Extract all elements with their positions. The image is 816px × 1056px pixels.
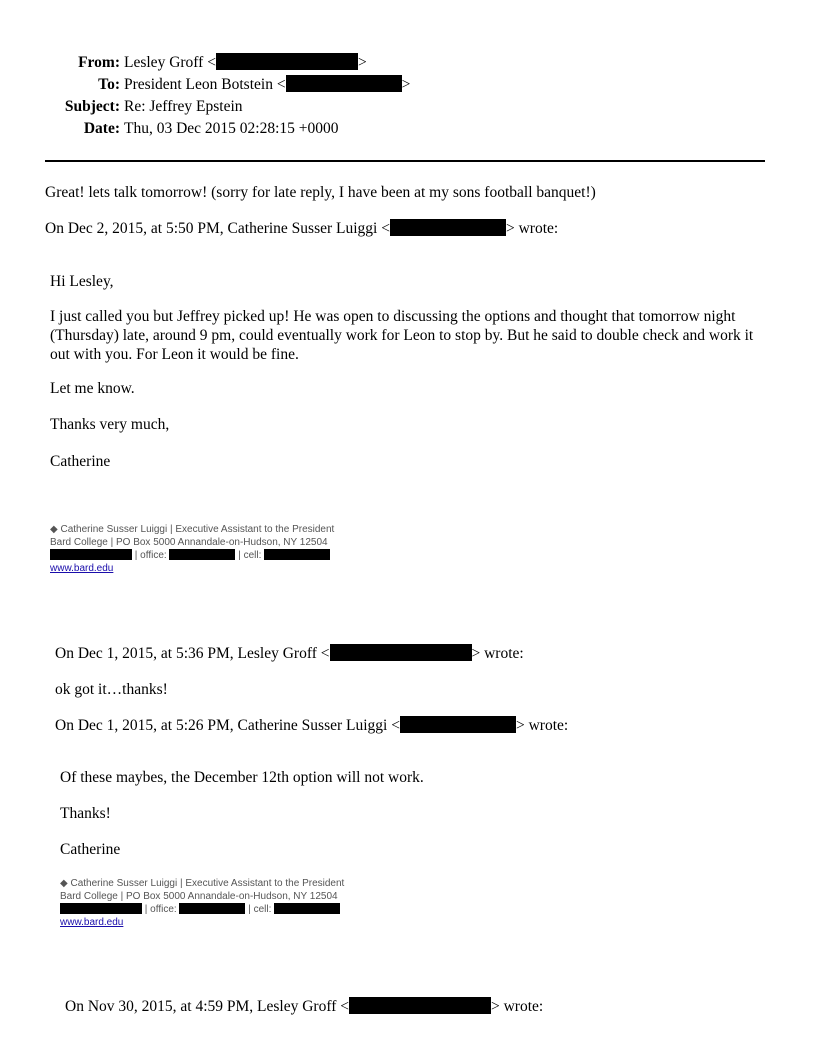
sender-name: Catherine xyxy=(60,841,121,858)
to-value: President Leon Botstein < xyxy=(124,76,286,93)
redaction-block xyxy=(264,549,330,560)
redaction-block xyxy=(216,53,358,70)
sender-name: Catherine xyxy=(50,453,111,470)
quote-suffix: > wrote: xyxy=(471,645,524,662)
redaction-block xyxy=(60,903,142,914)
message-body: Great! lets talk tomorrow! (sorry for late reply, I have been at my sons football banquet!) xyxy=(45,184,596,201)
redaction-block xyxy=(179,903,245,914)
quote-prefix: On Dec 1, 2015, at 5:26 PM, Catherine Susser Luiggi < xyxy=(55,717,400,734)
office-label: | office: xyxy=(142,904,180,915)
from-value: Lesley Groff < xyxy=(124,54,216,71)
email-signature xyxy=(60,877,344,929)
header-subject xyxy=(40,96,243,118)
sign-off: Thanks very much, xyxy=(50,416,170,433)
signature-contact xyxy=(60,903,344,916)
header-to xyxy=(40,74,410,96)
redaction-block xyxy=(274,903,340,914)
subject-label: Subject: xyxy=(64,98,120,115)
closing-line: Let me know. xyxy=(50,380,135,397)
quote-prefix: On Dec 2, 2015, at 5:50 PM, Catherine Susser Luiggi < xyxy=(45,220,390,237)
date-value: Thu, 03 Dec 2015 02:28:15 +0000 xyxy=(124,120,339,137)
quote-attribution xyxy=(55,716,568,735)
signature-contact xyxy=(50,549,334,562)
bracket-close: > xyxy=(357,54,367,71)
message-body: I just called you but Jeffrey picked up! He was open to discussing the options and thought that tomorrow night (Thursday) late, around 9 pm, could eventually work for Leon to stop by. But he said to double check and work it out with you. For Leon it would be fine. xyxy=(50,308,754,363)
header-from xyxy=(40,52,367,74)
redaction-block xyxy=(349,997,491,1014)
quote-suffix: > wrote: xyxy=(515,717,569,734)
from-label: From: xyxy=(78,54,120,71)
website-link[interactable]: www.bard.edu xyxy=(60,917,124,928)
header-divider xyxy=(45,160,765,162)
signature-line-2: Bard College | PO Box 5000 Annandale-on-Hudson, NY 12504 xyxy=(60,891,338,902)
date-label: Date: xyxy=(83,120,120,137)
redaction-block xyxy=(390,219,506,236)
redaction-block xyxy=(330,644,472,661)
redaction-block xyxy=(169,549,235,560)
bracket-close: > xyxy=(401,76,411,93)
to-label: To: xyxy=(98,76,120,93)
redaction-block xyxy=(286,75,402,92)
email-signature xyxy=(50,523,334,575)
message-body: Of these maybes, the December 12th option will not work. xyxy=(60,769,424,786)
header-date xyxy=(40,118,339,140)
sign-off: Thanks! xyxy=(60,805,111,822)
quote-attribution xyxy=(65,997,543,1016)
quote-prefix: On Nov 30, 2015, at 4:59 PM, Lesley Groff < xyxy=(65,998,349,1015)
quote-attribution xyxy=(45,219,558,238)
quote-suffix: > wrote: xyxy=(505,220,559,237)
cell-label: | cell: xyxy=(245,904,275,915)
quote-attribution xyxy=(55,644,524,663)
subject-value: Re: Jeffrey Epstein xyxy=(124,98,243,115)
redaction-block xyxy=(400,716,516,733)
office-label: | office: xyxy=(132,550,170,561)
signature-line-1: ◆ Catherine Susser Luiggi | Executive Assistant to the President xyxy=(60,878,345,889)
message-body: ok got it…thanks! xyxy=(55,681,168,698)
redaction-block xyxy=(50,549,132,560)
website-link[interactable]: www.bard.edu xyxy=(50,563,114,574)
greeting: Hi Lesley, xyxy=(50,273,114,290)
cell-label: | cell: xyxy=(235,550,265,561)
signature-line-2: Bard College | PO Box 5000 Annandale-on-Hudson, NY 12504 xyxy=(50,537,328,548)
quote-suffix: > wrote: xyxy=(491,998,544,1015)
signature-line-1: ◆ Catherine Susser Luiggi | Executive Assistant to the President xyxy=(50,524,335,535)
quote-prefix: On Dec 1, 2015, at 5:36 PM, Lesley Groff < xyxy=(55,645,330,662)
